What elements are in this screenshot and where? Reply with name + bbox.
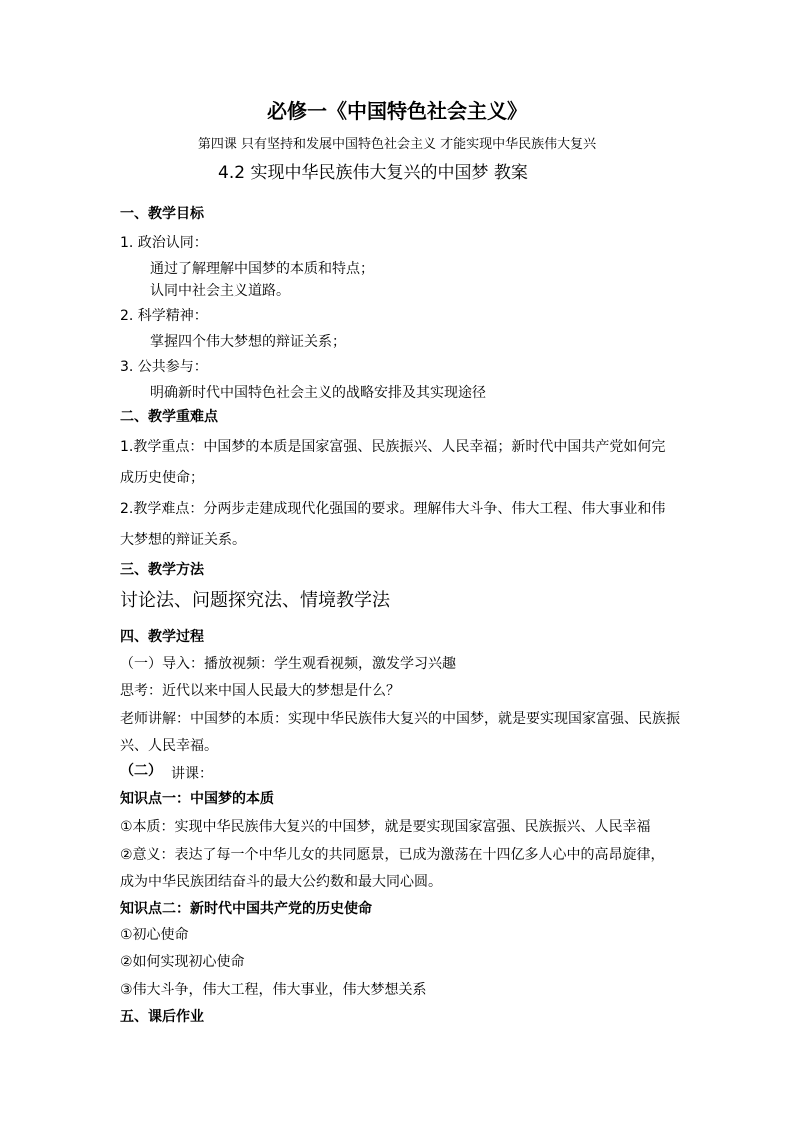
- objective-1-text: 通过了解理解中国梦的本质和特点；: [150, 261, 374, 277]
- lecture-number: （二）: [120, 763, 162, 779]
- difficulty-text: 2.教学难点：分两步走建成现代化强国的要求。理解伟大斗争、伟大工程、伟大事业和伟: [120, 501, 666, 517]
- knowledge-point-2-heading: 知识点二：新时代中国共产党的历史使命: [120, 901, 372, 917]
- process-intro: （一）导入：播放视频：学生观看视频，激发学习兴趣: [120, 656, 456, 672]
- document-title: 必修一《中国特色社会主义》: [267, 99, 527, 123]
- section-title: 4.2 实现中华民族伟大复兴的中国梦 教案: [218, 163, 528, 183]
- knowledge-point-2-text: ②如何实现初心使命: [120, 954, 245, 970]
- knowledge-point-1-text: ①本质：实现中华民族伟大复兴的中国梦，就是要实现国家富强、民族振兴、人民幸福: [120, 819, 651, 835]
- section-heading-process: 四、教学过程: [120, 629, 204, 645]
- objective-3-text: 明确新时代中国特色社会主义的战略安排及其实现途径: [150, 385, 486, 401]
- objective-2-label: 2. 科学精神：: [120, 308, 208, 324]
- difficulty-text: 大梦想的辩证关系。: [120, 532, 246, 548]
- knowledge-point-2-text: ③伟大斗争，伟大工程，伟大事业，伟大梦想关系: [120, 982, 427, 998]
- teacher-explanation: 兴、人民幸福。: [120, 738, 218, 754]
- knowledge-point-1-text: ②意义：表达了每一个中华儿女的共同愿景，已成为激荡在十四亿多人心中的高昂旋律，: [120, 847, 665, 863]
- teaching-methods: 讨论法、问题探究法、情境教学法: [120, 590, 390, 611]
- section-heading-objectives: 一、教学目标: [120, 206, 204, 222]
- teacher-explanation: 老师讲解：中国梦的本质：实现中华民族伟大复兴的中国梦，就是要实现国家富强、民族振: [120, 711, 680, 727]
- objective-3-label: 3. 公共参与：: [120, 359, 208, 375]
- knowledge-point-2-text: ①初心使命: [120, 927, 189, 943]
- lecture-label: 讲课：: [171, 766, 213, 782]
- section-heading-methods: 三、教学方法: [120, 562, 204, 578]
- section-heading-key-points: 二、教学重难点: [120, 409, 218, 425]
- key-point-text: 成历史使命；: [120, 470, 204, 486]
- lesson-subtitle: 第四课 只有坚持和发展中国特色社会主义 才能实现中华民族伟大复兴: [197, 137, 597, 152]
- knowledge-point-1-text: 成为中华民族团结奋斗的最大公约数和最大同心圆。: [120, 874, 442, 890]
- objective-1-text: 认同中社会主义道路。: [150, 283, 290, 299]
- section-heading-homework: 五、课后作业: [120, 1009, 204, 1025]
- objective-2-text: 掌握四个伟大梦想的辩证关系；: [150, 334, 346, 350]
- knowledge-point-1-heading: 知识点一：中国梦的本质: [120, 791, 274, 807]
- key-point-text: 1.教学重点：中国梦的本质是国家富强、民族振兴、人民幸福；新时代中国共产党如何完: [120, 439, 666, 455]
- objective-1-label: 1. 政治认同：: [120, 235, 208, 251]
- process-question: 思考：近代以来中国人民最大的梦想是什么？: [120, 683, 400, 699]
